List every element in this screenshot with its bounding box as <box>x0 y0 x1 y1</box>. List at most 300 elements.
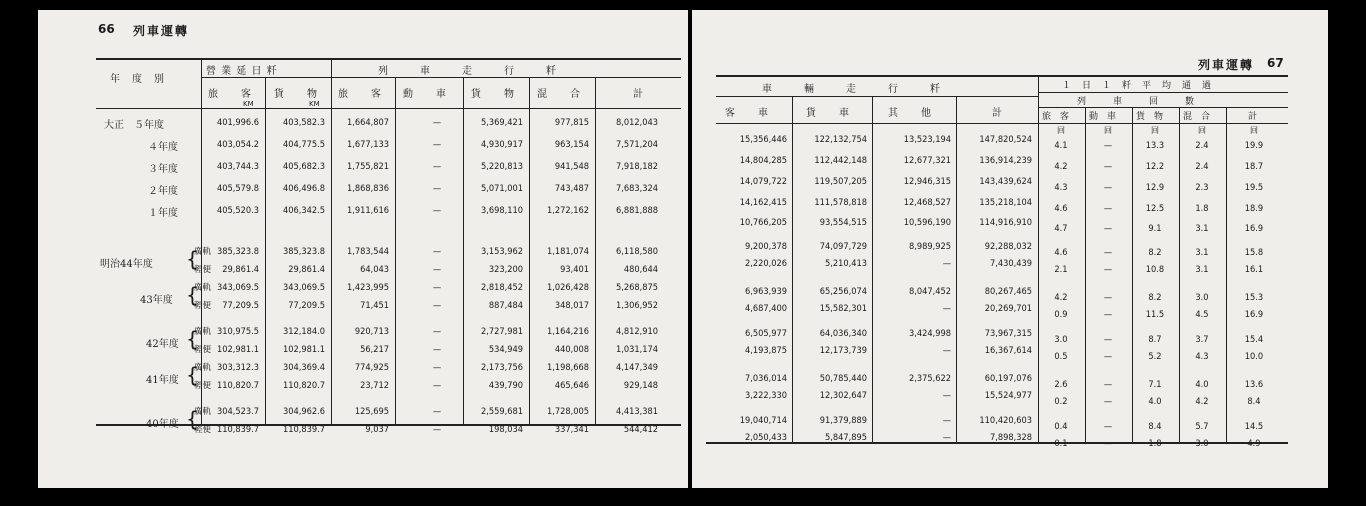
cell-total: 135,218,104 <box>979 197 1032 208</box>
cell-passenger-car: 2,050,433 <box>744 432 787 443</box>
cell-d-passenger: 0.1 <box>1054 438 1068 449</box>
cell-freight-car: 65,256,074 <box>819 286 867 297</box>
dash-cell: — <box>432 117 442 128</box>
header-tr-freight: 貨 物 <box>471 89 515 100</box>
cell-tr-passenger: 125,695 <box>354 406 389 417</box>
cell-tr-freight: 3,698,110 <box>480 205 523 216</box>
cell-d-total: 19.5 <box>1244 182 1264 193</box>
cell-tr-mixed: 93,401 <box>560 264 589 275</box>
cell-op-freight: 406,342.5 <box>282 205 325 216</box>
header-other: 其 他 <box>888 108 932 119</box>
cell-d-freight: 12.9 <box>1145 182 1165 193</box>
cell-d-freight: 11.5 <box>1145 309 1165 320</box>
cell-total: 16,367,614 <box>984 345 1032 356</box>
cell-d-mixed: 2.4 <box>1195 161 1209 172</box>
cell-op-freight: 405,682.3 <box>282 161 325 172</box>
cell-d-total: 14.5 <box>1244 421 1264 432</box>
cell-d-passenger: 0.2 <box>1054 396 1068 407</box>
cell-tr-freight: 887,484 <box>488 300 523 311</box>
cell-d-passenger: 0.4 <box>1054 421 1068 432</box>
cell-op-freight: 110,839.7 <box>282 424 325 435</box>
cell-total: 73,967,315 <box>984 328 1032 339</box>
cell-d-mixed: 1.8 <box>1195 203 1209 214</box>
cell-passenger-car: 2,220,026 <box>744 258 787 269</box>
cell-tr-passenger: 9,037 <box>365 424 389 435</box>
cell-op-passenger: 110,820.7 <box>216 380 259 391</box>
unit-tick: 回 <box>1151 126 1159 135</box>
running-head: 列車運轉 <box>133 24 190 38</box>
header-train-count: 列 車 回 數 <box>1077 97 1198 107</box>
cell-tr-total: 1,031,174 <box>615 344 658 355</box>
dash-cell: — <box>432 300 442 311</box>
cell-tr-freight: 5,071,001 <box>480 183 523 194</box>
cell-d-motor: — <box>1103 309 1113 320</box>
cell-total: 80,267,465 <box>984 286 1032 297</box>
col-rule <box>1085 107 1086 442</box>
sub-label: 輕便 <box>194 301 212 311</box>
cell-op-freight: 29,861.4 <box>288 264 325 275</box>
cell-d-motor: — <box>1103 247 1113 258</box>
col-rule <box>1132 107 1133 442</box>
row-label: ３年度 <box>148 164 178 175</box>
header-op-km: 營 業 延 日 粁 <box>206 66 278 77</box>
cell-op-passenger: 401,996.6 <box>216 117 259 128</box>
cell-passenger-car: 9,200,378 <box>744 241 787 252</box>
cell-total: 20,269,701 <box>984 303 1032 314</box>
cell-d-total: 18.7 <box>1244 161 1264 172</box>
cell-passenger-car: 6,505,977 <box>744 328 787 339</box>
cell-op-passenger: 405,520.3 <box>216 205 259 216</box>
header-d-motor: 動 車 <box>1089 112 1117 122</box>
cell-tr-total: 5,268,875 <box>615 282 658 293</box>
cell-freight-car: 5,847,895 <box>824 432 867 443</box>
cell-d-mixed: 4.0 <box>1195 379 1209 390</box>
cell-d-freight: 9.1 <box>1148 223 1162 234</box>
cell-tr-mixed: 1,272,162 <box>546 205 589 216</box>
unit-tick: 回 <box>1057 126 1065 135</box>
cell-d-mixed: 4.3 <box>1195 351 1209 362</box>
cell-op-freight: 312,184.0 <box>282 326 325 337</box>
cell-d-motor: — <box>1103 396 1113 407</box>
cell-tr-freight: 439,790 <box>488 380 523 391</box>
header-d-mixed: 混 合 <box>1183 112 1211 122</box>
cell-other: 8,047,452 <box>908 286 951 297</box>
cell-d-freight: 12.5 <box>1145 203 1165 214</box>
cell-tr-total: 929,148 <box>623 380 658 391</box>
brace-icon: { <box>186 327 199 351</box>
cell-d-total: 19.9 <box>1244 140 1264 151</box>
header-passenger-car: 客 車 <box>725 108 769 119</box>
cell-tr-mixed: 963,154 <box>554 139 589 150</box>
cell-other: 10,596,190 <box>903 217 951 228</box>
cell-tr-mixed: 465,646 <box>554 380 589 391</box>
cell-freight-car: 12,173,739 <box>819 345 867 356</box>
dash-cell: — <box>432 380 442 391</box>
cell-op-freight: 102,981.1 <box>282 344 325 355</box>
cell-d-motor: — <box>1103 161 1113 172</box>
sub-label: 廣軌 <box>194 363 212 373</box>
cell-d-motor: — <box>1103 292 1113 303</box>
cell-tr-passenger: 1,423,995 <box>346 282 389 293</box>
cell-passenger-car: 14,804,285 <box>739 155 787 166</box>
cell-tr-passenger: 1,755,821 <box>346 161 389 172</box>
cell-tr-total: 1,306,952 <box>615 300 658 311</box>
cell-tr-mixed: 1,164,216 <box>546 326 589 337</box>
cell-d-freight: 8.2 <box>1148 247 1162 258</box>
running-head: 列車運轉 <box>1198 58 1255 72</box>
header-bottom-rule <box>96 108 681 109</box>
cell-d-mixed: 3.1 <box>1195 247 1209 258</box>
cell-op-passenger: 405,579.8 <box>216 183 259 194</box>
dash-cell: — <box>432 139 442 150</box>
header-car-km: 車 輛 走 行 粁 <box>762 84 944 95</box>
cell-tr-total: 7,571,204 <box>615 139 658 150</box>
cell-passenger-car: 14,162,415 <box>739 197 787 208</box>
cell-tr-freight: 198,034 <box>488 424 523 435</box>
cell-tr-freight: 5,369,421 <box>480 117 523 128</box>
cell-tr-mixed: 977,815 <box>554 117 589 128</box>
cell-tr-total: 7,683,324 <box>615 183 658 194</box>
page-number: 66 <box>98 22 115 36</box>
table-top-rule <box>716 75 1288 77</box>
cell-d-freight: 10.8 <box>1145 264 1165 275</box>
cell-op-freight: 404,775.5 <box>282 139 325 150</box>
sub-label: 廣軌 <box>194 407 212 417</box>
cell-d-mixed: 3.1 <box>1195 223 1209 234</box>
cell-d-passenger: 4.2 <box>1054 292 1068 303</box>
cell-tr-passenger: 1,664,807 <box>346 117 389 128</box>
cell-freight-car: 122,132,754 <box>814 134 867 145</box>
cell-d-mixed: 4.2 <box>1195 396 1209 407</box>
cell-freight-car: 74,097,729 <box>819 241 867 252</box>
brace-icon: { <box>186 407 199 431</box>
cell-tr-mixed: 348,017 <box>554 300 589 311</box>
row-label: ２年度 <box>148 186 178 197</box>
sub-label: 輕便 <box>194 425 212 435</box>
cell-d-mixed: 3.7 <box>1195 334 1209 345</box>
sub-label: 輕便 <box>194 381 212 391</box>
cell-total: 60,197,076 <box>984 373 1032 384</box>
unit-label: KM <box>243 100 254 108</box>
dash-cell: — <box>432 264 442 275</box>
cell-d-mixed: 3.1 <box>1195 264 1209 275</box>
cell-tr-freight: 534,949 <box>488 344 523 355</box>
cell-op-freight: 110,820.7 <box>282 380 325 391</box>
cell-passenger-car: 19,040,714 <box>739 415 787 426</box>
unit-tick: 回 <box>1198 126 1206 135</box>
cell-op-freight: 403,582.3 <box>282 117 325 128</box>
header-daily-avg: １ 日 １ 粁 平 均 通 過 <box>1062 81 1213 91</box>
cell-op-passenger: 303,312.3 <box>216 362 259 373</box>
cell-passenger-car: 6,963,939 <box>744 286 787 297</box>
cell-d-passenger: 4.2 <box>1054 161 1068 172</box>
cell-total: 110,420,603 <box>979 415 1032 426</box>
cell-freight-car: 12,302,647 <box>819 390 867 401</box>
cell-freight-car: 5,210,413 <box>824 258 867 269</box>
header-mid-rule <box>201 77 681 78</box>
left-page <box>38 10 688 488</box>
cell-passenger-car: 15,356,446 <box>739 134 787 145</box>
cell-d-passenger: 2.6 <box>1054 379 1068 390</box>
col-rule <box>1038 75 1039 442</box>
cell-d-mixed: 3.0 <box>1195 292 1209 303</box>
cell-op-passenger: 102,981.1 <box>216 344 259 355</box>
unit-tick: 回 <box>1104 126 1112 135</box>
cell-d-motor: — <box>1103 264 1113 275</box>
header-year: 年 度 別 <box>110 74 165 85</box>
cell-d-motor: — <box>1103 379 1113 390</box>
cell-freight-car: 64,036,340 <box>819 328 867 339</box>
cell-passenger-car: 10,766,205 <box>739 217 787 228</box>
cell-other: — <box>942 432 951 443</box>
cell-tr-mixed: 440,008 <box>554 344 589 355</box>
header-passenger: 旅 客 <box>208 89 252 100</box>
header-train-km: 列 車 走 行 粁 <box>378 66 560 77</box>
cell-other: 13,523,194 <box>903 134 951 145</box>
cell-d-total: 15.4 <box>1244 334 1264 345</box>
cell-total: 114,916,910 <box>979 217 1032 228</box>
cell-tr-freight: 4,930,917 <box>480 139 523 150</box>
header-d-passenger: 旅 客 <box>1042 112 1070 122</box>
cell-freight-car: 93,554,515 <box>819 217 867 228</box>
cell-tr-freight: 2,559,681 <box>480 406 523 417</box>
cell-d-total: 15.8 <box>1244 247 1264 258</box>
cell-tr-total: 4,147,349 <box>615 362 658 373</box>
cell-passenger-car: 7,036,014 <box>744 373 787 384</box>
cell-other: — <box>942 345 951 356</box>
sub-label: 廣軌 <box>194 247 212 257</box>
cell-d-passenger: 0.5 <box>1054 351 1068 362</box>
cell-d-total: 13.6 <box>1244 379 1264 390</box>
cell-d-freight: 8.4 <box>1148 421 1162 432</box>
header-total: 計 <box>992 108 1003 119</box>
cell-tr-passenger: 56,217 <box>360 344 389 355</box>
cell-op-freight: 77,209.5 <box>288 300 325 311</box>
cell-freight-car: 112,442,148 <box>814 155 867 166</box>
cell-d-motor: — <box>1103 351 1113 362</box>
cell-op-passenger: 385,323.8 <box>216 246 259 257</box>
cell-passenger-car: 14,079,722 <box>739 176 787 187</box>
cell-d-freight: 12.2 <box>1145 161 1165 172</box>
group-label: 43年度 <box>140 295 173 306</box>
cell-tr-passenger: 71,451 <box>360 300 389 311</box>
cell-tr-passenger: 1,783,544 <box>346 246 389 257</box>
cell-tr-freight: 2,818,452 <box>480 282 523 293</box>
row-label: ４年度 <box>148 142 178 153</box>
group-label: 明治44年度 <box>100 259 153 270</box>
cell-tr-mixed: 1,198,668 <box>546 362 589 373</box>
dash-cell: — <box>432 344 442 355</box>
brace-icon: { <box>186 363 199 387</box>
sub-label: 輕便 <box>194 345 212 355</box>
header-mid-rule <box>1038 92 1288 93</box>
cell-op-freight: 406,496.8 <box>282 183 325 194</box>
cell-d-motor: — <box>1103 438 1113 449</box>
cell-tr-mixed: 1,181,074 <box>546 246 589 257</box>
cell-tr-freight: 2,173,756 <box>480 362 523 373</box>
cell-d-passenger: 4.6 <box>1054 247 1068 258</box>
header-tr-motor: 動 車 <box>403 89 447 100</box>
header-bottom-rule <box>716 123 1288 124</box>
cell-total: 136,914,239 <box>979 155 1032 166</box>
cell-tr-total: 4,812,910 <box>615 326 658 337</box>
cell-other: — <box>942 390 951 401</box>
cell-op-passenger: 304,523.7 <box>216 406 259 417</box>
cell-passenger-car: 3,222,330 <box>744 390 787 401</box>
header-mid-rule <box>716 96 1038 97</box>
row-label: 大正 ５年度 <box>104 120 164 131</box>
cell-tr-freight: 5,220,813 <box>480 161 523 172</box>
col-rule <box>1179 107 1180 442</box>
cell-d-motor: — <box>1103 421 1113 432</box>
dash-cell: — <box>432 183 442 194</box>
group-label: 42年度 <box>146 339 179 350</box>
cell-d-passenger: 0.9 <box>1054 309 1068 320</box>
cell-total: 7,430,439 <box>989 258 1032 269</box>
cell-d-mixed: 5.7 <box>1195 421 1209 432</box>
cell-tr-mixed: 1,728,005 <box>546 406 589 417</box>
sub-label: 廣軌 <box>194 327 212 337</box>
cell-freight-car: 91,379,889 <box>819 415 867 426</box>
dash-cell: — <box>432 362 442 373</box>
cell-tr-passenger: 1,868,836 <box>346 183 389 194</box>
cell-tr-passenger: 1,911,616 <box>346 205 389 216</box>
cell-other: 12,468,527 <box>903 197 951 208</box>
cell-d-mixed: 3.0 <box>1195 438 1209 449</box>
cell-total: 15,524,977 <box>984 390 1032 401</box>
dash-cell: — <box>432 406 442 417</box>
cell-d-motor: — <box>1103 203 1113 214</box>
cell-op-passenger: 403,744.3 <box>216 161 259 172</box>
cell-d-total: 16.9 <box>1244 309 1264 320</box>
cell-d-motor: — <box>1103 334 1113 345</box>
cell-tr-total: 544,412 <box>623 424 658 435</box>
cell-tr-mixed: 941,548 <box>554 161 589 172</box>
cell-tr-passenger: 64,043 <box>360 264 389 275</box>
dash-cell: — <box>432 282 442 293</box>
cell-d-total: 16.1 <box>1244 264 1264 275</box>
cell-d-mixed: 4.5 <box>1195 309 1209 320</box>
cell-d-freight: 13.3 <box>1145 140 1165 151</box>
cell-d-total: 18.9 <box>1244 203 1264 214</box>
cell-tr-passenger: 1,677,133 <box>346 139 389 150</box>
cell-total: 92,288,032 <box>984 241 1032 252</box>
cell-other: 12,677,321 <box>903 155 951 166</box>
cell-op-passenger: 343,069.5 <box>216 282 259 293</box>
cell-other: 8,989,925 <box>908 241 951 252</box>
cell-tr-freight: 323,200 <box>488 264 523 275</box>
cell-tr-total: 4,413,381 <box>615 406 658 417</box>
cell-passenger-car: 4,193,875 <box>744 345 787 356</box>
cell-d-total: 10.0 <box>1244 351 1264 362</box>
unit-tick: 回 <box>1250 126 1258 135</box>
cell-d-motor: — <box>1103 182 1113 193</box>
cell-d-motor: — <box>1103 140 1113 151</box>
cell-d-passenger: 4.7 <box>1054 223 1068 234</box>
cell-tr-freight: 2,727,981 <box>480 326 523 337</box>
cell-tr-mixed: 337,341 <box>554 424 589 435</box>
header-d-freight: 貨 物 <box>1136 112 1164 122</box>
cell-d-freight: 8.2 <box>1148 292 1162 303</box>
cell-d-total: 8.4 <box>1247 396 1261 407</box>
cell-tr-total: 6,881,888 <box>615 205 658 216</box>
cell-tr-mixed: 1,026,428 <box>546 282 589 293</box>
dash-cell: — <box>432 161 442 172</box>
cell-tr-total: 6,118,580 <box>615 246 658 257</box>
cell-d-passenger: 4.3 <box>1054 182 1068 193</box>
cell-d-freight: 5.2 <box>1148 351 1162 362</box>
cell-total: 7,898,328 <box>989 432 1032 443</box>
cell-d-motor: — <box>1103 223 1113 234</box>
cell-other: — <box>942 303 951 314</box>
cell-other: 2,375,622 <box>908 373 951 384</box>
cell-tr-passenger: 23,712 <box>360 380 389 391</box>
cell-tr-total: 8,012,043 <box>615 117 658 128</box>
cell-op-passenger: 110,839.7 <box>216 424 259 435</box>
cell-d-freight: 1.8 <box>1148 438 1162 449</box>
cell-d-total: 16.9 <box>1244 223 1264 234</box>
page-number: 67 <box>1267 56 1284 70</box>
cell-d-freight: 4.0 <box>1148 396 1162 407</box>
dash-cell: — <box>432 246 442 257</box>
cell-op-freight: 304,962.6 <box>282 406 325 417</box>
group-label: 40年度 <box>146 419 179 430</box>
cell-d-freight: 7.1 <box>1148 379 1162 390</box>
cell-d-total: 15.3 <box>1244 292 1264 303</box>
cell-freight-car: 111,578,818 <box>814 197 867 208</box>
cell-freight-car: 119,507,205 <box>814 176 867 187</box>
cell-op-passenger: 29,861.4 <box>222 264 259 275</box>
cell-d-passenger: 2.1 <box>1054 264 1068 275</box>
cell-d-mixed: 2.3 <box>1195 182 1209 193</box>
right-page <box>692 10 1328 488</box>
table-top-rule <box>96 58 681 60</box>
cell-op-freight: 343,069.5 <box>282 282 325 293</box>
cell-d-freight: 8.7 <box>1148 334 1162 345</box>
cell-d-mixed: 2.4 <box>1195 140 1209 151</box>
brace-icon: { <box>186 247 199 271</box>
sub-label: 輕便 <box>194 265 212 275</box>
cell-tr-passenger: 920,713 <box>354 326 389 337</box>
unit-label: KM <box>309 100 320 108</box>
header-mid-rule <box>1038 107 1288 108</box>
cell-tr-freight: 3,153,962 <box>480 246 523 257</box>
cell-total: 147,820,524 <box>979 134 1032 145</box>
cell-freight-car: 50,785,440 <box>819 373 867 384</box>
cell-other: — <box>942 415 951 426</box>
header-d-total: 計 <box>1248 112 1259 122</box>
header-freight-car: 貨 車 <box>806 108 850 119</box>
col-rule <box>395 77 396 424</box>
dash-cell: — <box>432 205 442 216</box>
cell-d-passenger: 4.1 <box>1054 140 1068 151</box>
cell-op-passenger: 310,975.5 <box>216 326 259 337</box>
cell-d-total: 4.9 <box>1247 438 1261 449</box>
cell-freight-car: 15,582,301 <box>819 303 867 314</box>
cell-op-passenger: 403,054.2 <box>216 139 259 150</box>
brace-icon: { <box>186 283 199 307</box>
row-label: １年度 <box>148 208 178 219</box>
header-tr-passenger: 旅 客 <box>338 89 382 100</box>
cell-total: 143,439,624 <box>979 176 1032 187</box>
cell-tr-total: 480,644 <box>623 264 658 275</box>
cell-op-passenger: 77,209.5 <box>222 300 259 311</box>
cell-tr-mixed: 743,487 <box>554 183 589 194</box>
col-rule <box>1226 107 1227 442</box>
header-tr-mixed: 混 合 <box>537 89 581 100</box>
sub-label: 廣軌 <box>194 283 212 293</box>
dash-cell: — <box>432 424 442 435</box>
